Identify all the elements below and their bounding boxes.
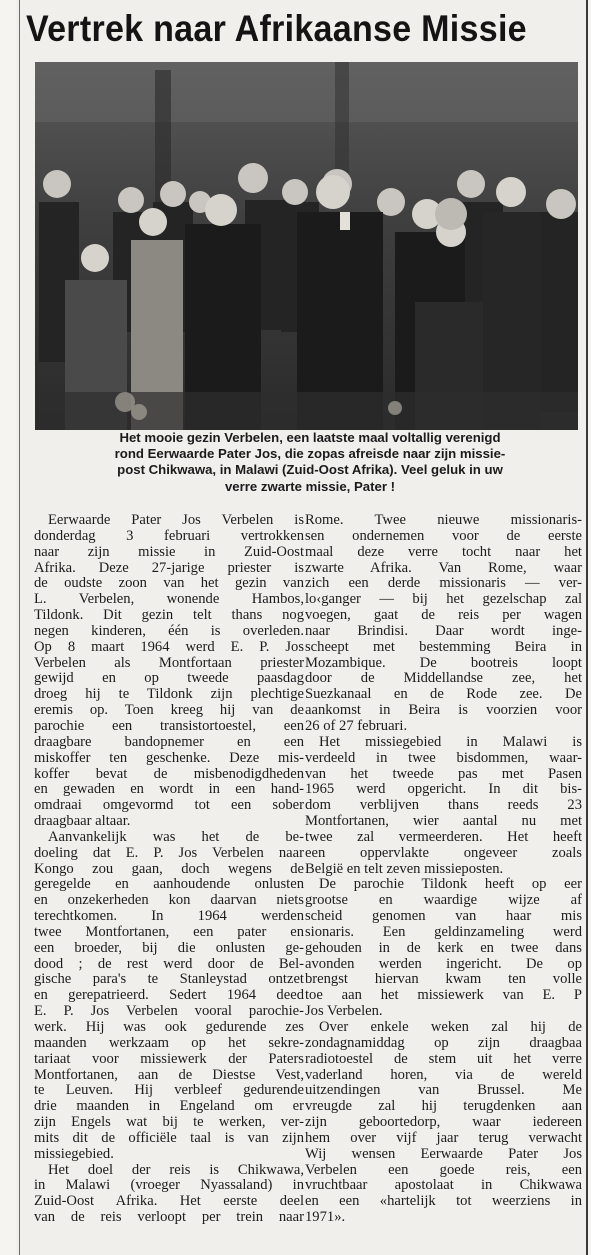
column-rule-left: [19, 0, 20, 1255]
article-line: radiotoestel de stem uit het verre: [305, 1051, 582, 1067]
article-line: donderdag 3 februari vertrokken: [34, 528, 304, 544]
article-line: zondagnamiddag op zijn draagbaa: [305, 1035, 582, 1051]
article-line: miskoffer ten geschenke. Deze mis-: [34, 750, 304, 766]
article-line: Rome. Twee nieuwe missionaris-: [305, 513, 582, 528]
article-line: vruchtbaar apostolaat in Chikwawa: [305, 1178, 582, 1194]
article-line: Montfortanen, aan de Diestse Vest,: [34, 1067, 304, 1083]
article-line: dood ; de rest werd door de Bel-: [34, 956, 304, 972]
article-line: sionaris. Een geldinzameling werd: [305, 924, 582, 940]
article-line: maal deze verre tocht naar het: [305, 544, 582, 560]
article-column-left: [34, 513, 304, 1226]
article-line: naar zijn missie in Zuid-Oost: [34, 544, 304, 560]
article-line: mits dit de officiële taal is van zijn: [34, 1130, 304, 1146]
article-line: draagbaar altaar.: [34, 814, 131, 830]
caption-line: rond Eerwaarde Pater Jos, die zopas afreisde naar zijn missie-: [114, 446, 506, 462]
article-line: eremis op. Toen kreeg hij van de: [34, 703, 304, 719]
family-group-photo: [35, 62, 578, 430]
article-line: geregelde en aanhoudende onlusten: [34, 877, 304, 893]
article-line: 1965 werd opgericht. In dit bis-: [305, 782, 582, 798]
article-line: zich een derde missionaris — ver-: [305, 576, 582, 592]
headline: Vertrek naar Afrikaanse Missie: [26, 8, 527, 49]
article-line: twee Montfortanen, een pater en: [34, 924, 304, 940]
article-line: Eerwaarde Pater Jos Verbelen is: [48, 513, 304, 528]
article-line: de oudste zoon van het gezin van: [34, 576, 304, 592]
article-line: Suezkanaal en de Rode zee. De: [305, 687, 582, 703]
article-line: missiegebied.: [34, 1146, 114, 1162]
article-line: lo‹ganger — bij het gezelschap zal: [305, 592, 582, 608]
article-line: droeg hij te Tildonk zijn plechtige: [34, 687, 304, 703]
article-line: maanden werkzaam op het sekre-: [34, 1035, 304, 1051]
article-line: van het tweede pas met Pasen: [305, 766, 582, 782]
article-line: brengst hiervan kwam ten volle: [305, 972, 582, 988]
article-line: omdraai omgevormd tot een sober: [34, 798, 304, 814]
article-line: gewijd en op tweede paasdag: [34, 671, 304, 687]
article-line: verdeeld in twee bisdommen, waar-: [305, 750, 582, 766]
article-line: hem over vijf jaar terug verwacht: [305, 1130, 582, 1146]
article-line: en een «hartelijk tot weerziens in: [305, 1194, 582, 1210]
article-line: drie maanden in Engeland om er: [34, 1099, 304, 1115]
column-rule-right: [586, 0, 588, 1255]
article-line: dom verblijven thans reeds 23: [305, 798, 582, 814]
article-line: L. Verbelen, wonende Hambos,: [34, 592, 304, 608]
article-line: Montfortanen, wier aantal nu met: [305, 814, 582, 830]
article-line: door de Middellandse zee, het: [305, 671, 582, 687]
article-line: zijn Engels wat bij te werken, ver-: [34, 1115, 304, 1131]
article-line: Het doel der reis is Chikwawa,: [48, 1162, 304, 1178]
article-line: Mozambique. De bootreis loopt: [305, 655, 582, 671]
article-line: koffer bevat de misbenodigdheden: [34, 766, 304, 782]
article-line: twee zal vermeerderen. Het heeft: [305, 829, 582, 845]
article-line: scheid genomen van haar mis: [305, 909, 582, 925]
article-line: E. P. Jos Verbelen vooral parochie-: [34, 1004, 304, 1020]
faint-stamp: [455, 1239, 575, 1253]
article-line: terechtkomen. In 1964 werden: [34, 909, 304, 925]
article-line: in Malawi (vroeger Nyassaland) in: [34, 1178, 304, 1194]
article-line: negen kinderen, één is overleden.: [34, 623, 304, 639]
article-line: Wij wensen Eerwaarde Pater Jos: [305, 1146, 582, 1162]
article-line: Kongo zou gaan, doch wegens de: [34, 861, 304, 877]
article-line: Zuid-Oost Afrika. Het eerste deel: [34, 1194, 304, 1210]
article-line: Verbelen een goede reis, een: [305, 1162, 582, 1178]
article-line: een broeder, bij die onlusten ge-: [34, 940, 304, 956]
article-line: sen ondernemen voor de eerste: [305, 528, 582, 544]
article-line: gehouden in de kerk en twee dans: [305, 940, 582, 956]
article-line: vreugde zal hij terugdenken aan: [305, 1099, 582, 1115]
article-line: zwarte Afrika. Van Rome, waar: [305, 560, 582, 576]
article-line: Aanvankelijk was het de be-: [48, 829, 304, 845]
article-line: Afrika. Deze 27-jarige priester is: [34, 560, 304, 576]
article-line: 1971».: [305, 1210, 346, 1226]
caption-line: verre zwarte missie, Pater !: [224, 478, 396, 494]
article-line: toe aan het missiewerk van E. P: [305, 988, 582, 1004]
article-line: tariaat voor missiewerk der Paters: [34, 1051, 304, 1067]
article-line: avonden werden ingericht. De op: [305, 956, 582, 972]
article-line: Verbelen als Montfortaan priester: [34, 655, 304, 671]
article-line: werk. Hij was ook gedurende zes: [34, 1020, 304, 1035]
article-line: Tildonk. Dit gezin telt thans nog: [34, 608, 304, 624]
article-line: Over enkele weken zal hij de: [319, 1020, 582, 1035]
article-line: aankomst in Beira is voorzien voor: [305, 703, 582, 719]
article-line: van de reis verloopt per trein naar: [34, 1210, 304, 1226]
article-line: een oppervlakte ongeveer zoals: [305, 845, 582, 861]
article-line: te Leuven. Hij verbleef gedurende: [34, 1083, 304, 1099]
article-line: en gerepatrieerd. Sedert 1964 deed: [34, 988, 304, 1004]
family-group-photo-image: [35, 62, 578, 430]
article-line: en gewaden en wordt in een hand-: [34, 782, 304, 798]
article-line: voegen, gaat de reis per wagen: [305, 608, 582, 624]
article-line: scheept met bestemming Beira in: [305, 639, 582, 655]
article-line: België en telt zeven missieposten.: [305, 861, 504, 877]
article-line: naar Brindisi. Daar wordt inge-: [305, 623, 582, 639]
article-line: en onzekerheden kon daarvan niets: [34, 893, 304, 909]
article-line: Het missiegebied in Malawi is: [319, 734, 582, 750]
article-line: Jos Verbelen.: [305, 1004, 383, 1020]
caption-line: Het mooie gezin Verbelen, een laatste maal voltallig verenigd: [119, 430, 501, 445]
article-column-right: [305, 513, 582, 1226]
caption-line: post Chikwawa, in Malawi (Zuid-Oost Afrika). Veel geluk in uw: [117, 462, 503, 478]
article-line: draagbare bandopnemer en een: [34, 734, 304, 750]
photo-caption: [40, 430, 580, 495]
article-line: De parochie Tildonk heeft op eer: [319, 877, 582, 893]
article-line: doeling dat E. P. Jos Verbelen naar: [34, 845, 304, 861]
article-line: vaderland horen, via de wereld: [305, 1067, 582, 1083]
article-line: zijn geboortedorp, waar iedereen: [305, 1115, 582, 1131]
article-line: 26 of 27 februari.: [305, 718, 408, 734]
article-line: Op 8 maart 1964 werd E. P. Jos: [34, 639, 304, 655]
article-line: grootse en waardige wijze af: [305, 893, 582, 909]
article-line: gische para's te Stanleystad ontzet: [34, 972, 304, 988]
article-line: uitzendingen van Brussel. Me: [305, 1083, 582, 1099]
article-line: parochie een transistortoestel, een: [34, 718, 304, 734]
